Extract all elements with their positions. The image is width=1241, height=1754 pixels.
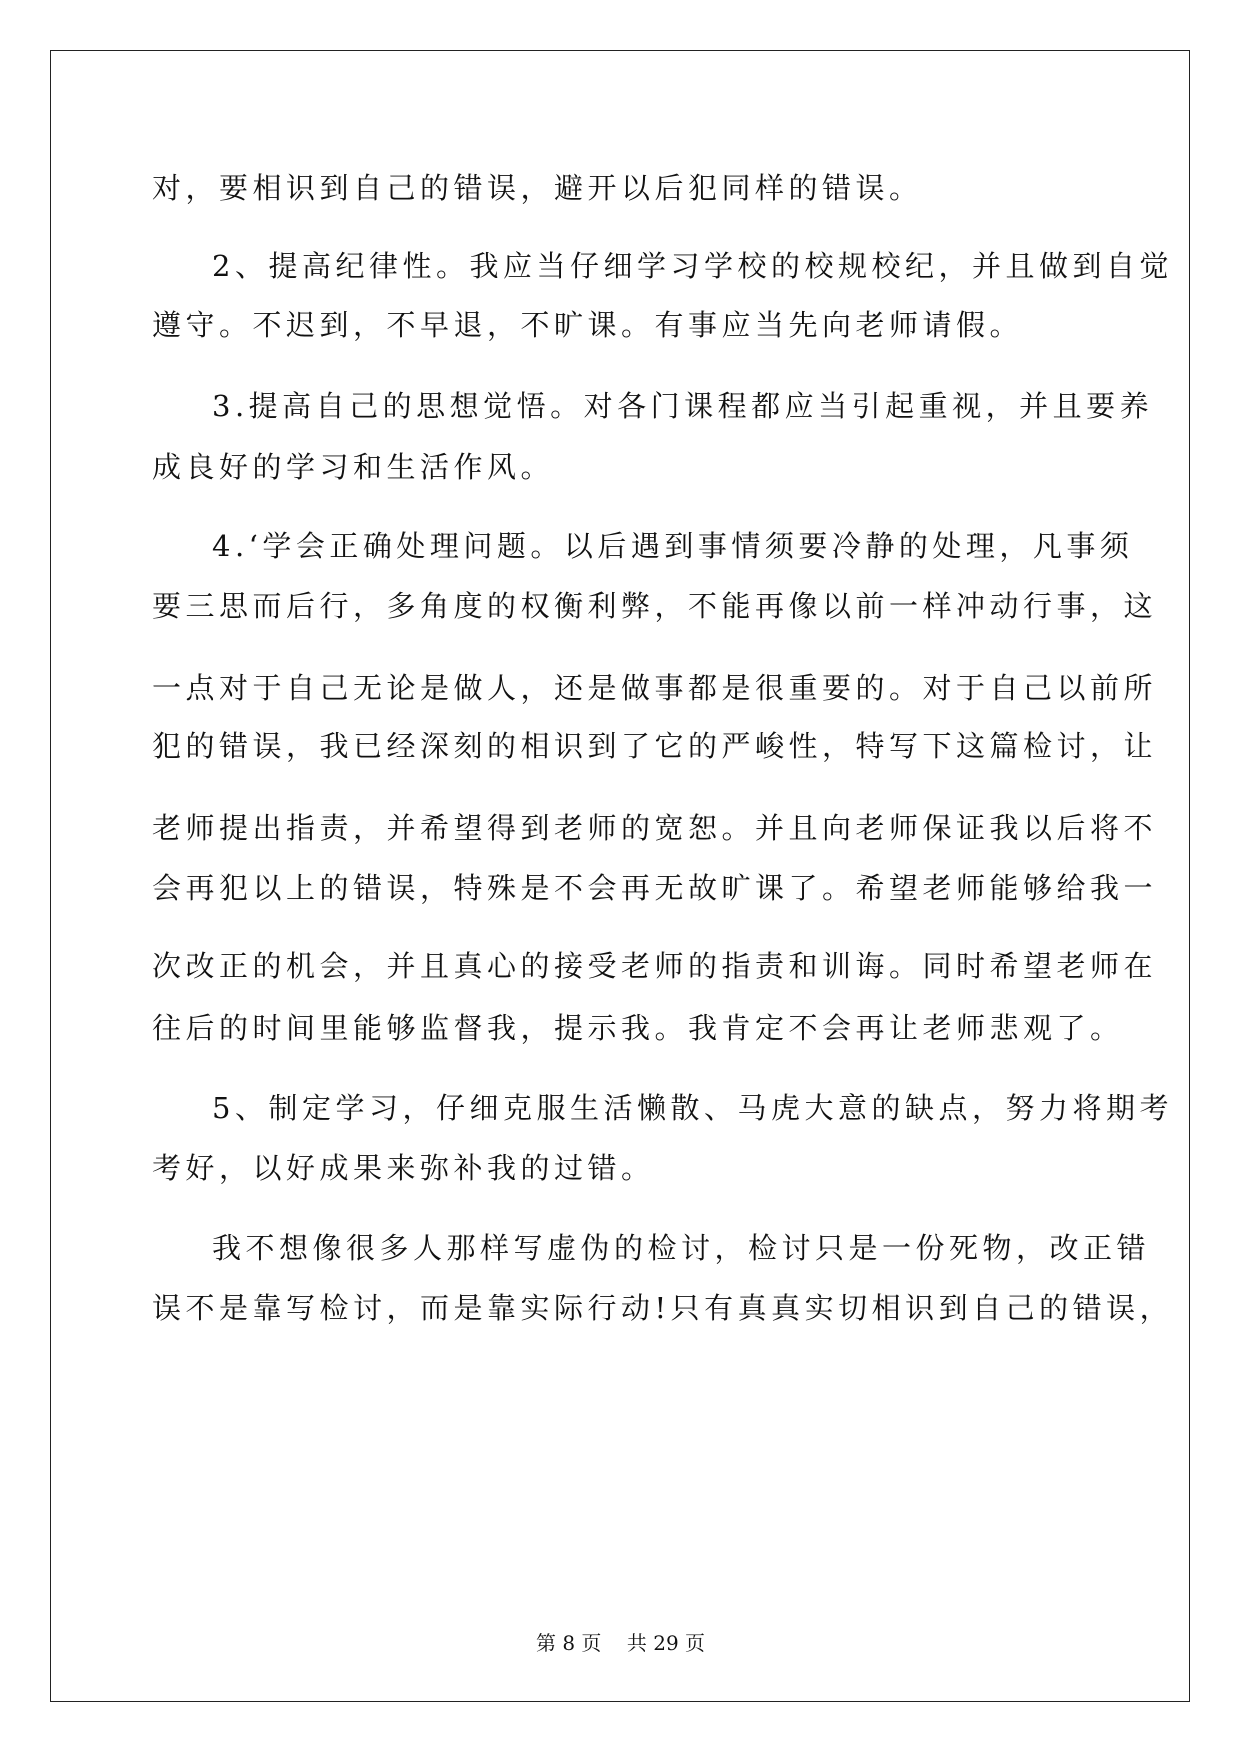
text-line: 要三思而后行，多角度的权衡利弊，不能再像以前一样冲动行事，这	[152, 589, 1158, 623]
text-line: 对，要相识到自己的错误，避开以后犯同样的错误。	[152, 171, 923, 205]
text-line: 2、提高纪律性。我应当仔细学习学校的校规校纪，并且做到自觉	[212, 249, 1173, 283]
text-line: 3.提高自己的思想觉悟。对各门课程都应当引起重视，并且要养	[212, 389, 1154, 423]
text-line: 会再犯以上的错误，特殊是不会再无故旷课了。希望老师能够给我一	[152, 871, 1158, 905]
text-line: 4.‘学会正确处理问题。以后遇到事情须要冷静的处理，凡事须	[212, 529, 1134, 563]
text-line: 考好，以好成果来弥补我的过错。	[152, 1151, 655, 1185]
text-line: 误不是靠写检讨，而是靠实际行动!只有真真实切相识到自己的错误，	[152, 1291, 1174, 1325]
text-line: 往后的时间里能够监督我，提示我。我肯定不会再让老师悲观了。	[152, 1011, 1124, 1045]
page-footer	[0, 1631, 1241, 1655]
text-line: 犯的错误，我已经深刻的相识到了它的严峻性，特写下这篇检讨，让	[152, 729, 1158, 763]
page-number: 第 8 页	[535, 1631, 602, 1655]
text-line: 老师提出指责，并希望得到老师的宽恕。并且向老师保证我以后将不	[152, 811, 1158, 845]
text-line: 遵守。不迟到，不早退，不旷课。有事应当先向老师请假。	[152, 308, 1024, 342]
page-total: 共 29 页	[626, 1631, 706, 1655]
text-line: 一点对于自己无论是做人，还是做事都是很重要的。对于自己以前所	[152, 671, 1158, 705]
text-line: 次改正的机会，并且真心的接受老师的指责和训诲。同时希望老师在	[152, 949, 1158, 983]
text-line: 成良好的学习和生活作风。	[152, 450, 555, 484]
text-line: 5、制定学习，仔细克服生活懒散、马虎大意的缺点，努力将期考	[212, 1091, 1173, 1125]
text-line: 我不想像很多人那样写虚伪的检讨，检讨只是一份死物，改正错	[212, 1231, 1151, 1265]
